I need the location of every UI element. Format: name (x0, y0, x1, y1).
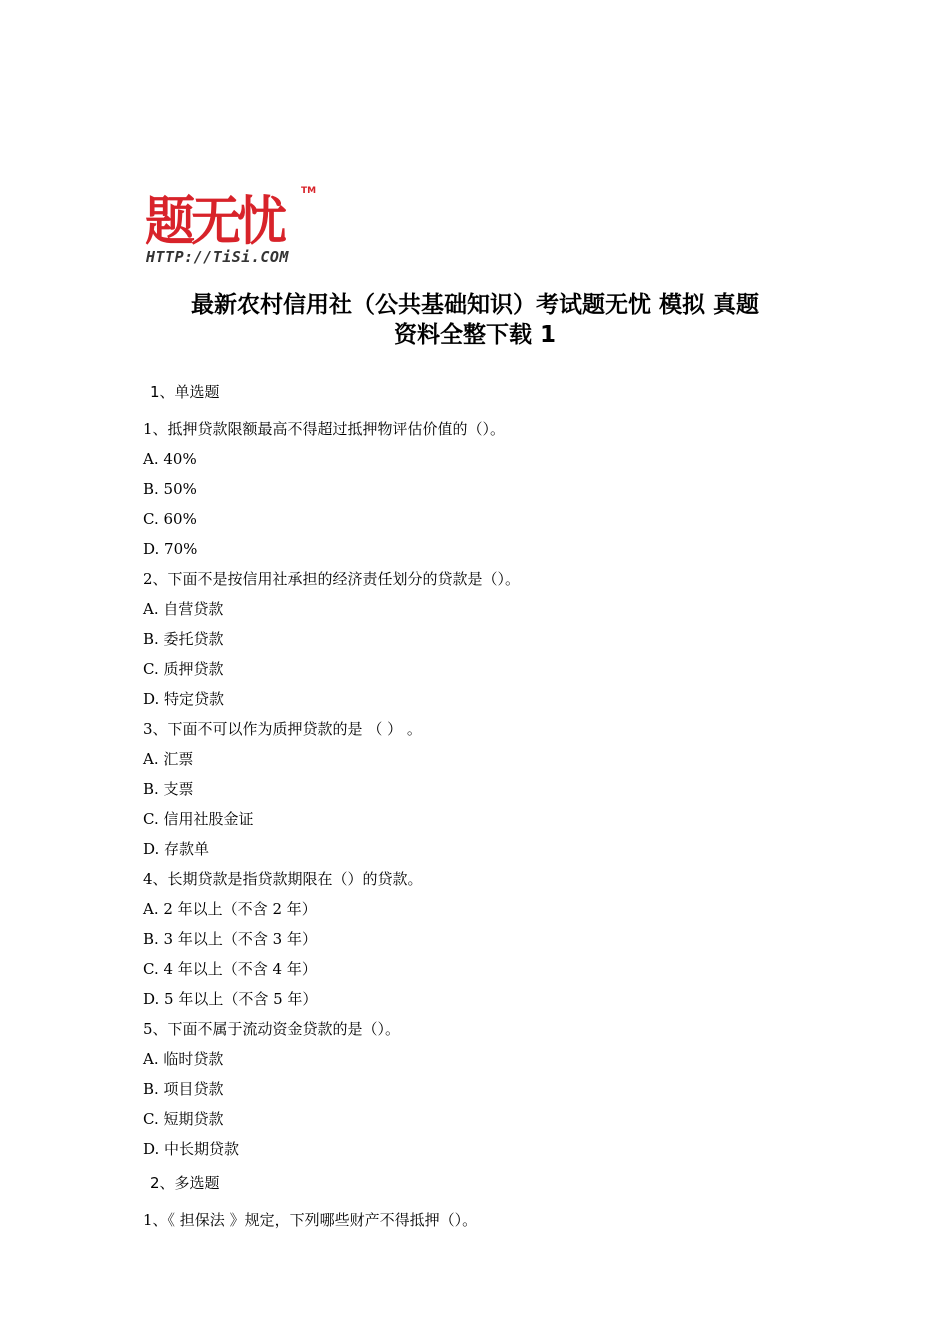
logo-url: HTTP://TiSi.COM (146, 248, 289, 266)
question-option: D. 5 年以上（不含 5 年） (143, 990, 318, 1008)
question-option: B. 3 年以上（不含 3 年） (143, 930, 317, 948)
question-stem: 2、下面不是按信用社承担的经济责任划分的贷款是（）。 (143, 570, 521, 588)
question-option: D. 中长期贷款 (143, 1140, 240, 1158)
question-option: C. 质押贷款 (143, 660, 224, 678)
question-stem: 1、《 担保法 》规定，下列哪些财产不得抵押（）。 (143, 1211, 478, 1229)
question-option: C. 信用社股金证 (143, 810, 254, 828)
question-option: D. 存款单 (143, 840, 210, 858)
question-option: A. 临时贷款 (143, 1050, 224, 1068)
question-stem: 1、抵押贷款限额最高不得超过抵押物评估价值的（）。 (143, 420, 506, 438)
question-option: A. 汇票 (143, 750, 194, 768)
title-line-1: 最新农村信用社（公共基础知识）考试题无忧 模拟 真题 (190, 292, 759, 318)
question-stem: 4、长期贷款是指贷款期限在（）的贷款。 (143, 870, 423, 888)
section-heading-single-choice: 1、单选题 (150, 383, 220, 401)
question-option: D. 特定贷款 (143, 690, 225, 708)
question-option: B. 50% (143, 480, 197, 498)
question-option: A. 40% (143, 450, 197, 468)
section-heading-multiple-choice: 2、多选题 (150, 1174, 220, 1192)
question-option: A. 2 年以上（不含 2 年） (143, 900, 317, 918)
question-stem: 5、下面不属于流动资金贷款的是（）。 (143, 1020, 401, 1038)
question-option: B. 项目贷款 (143, 1080, 224, 1098)
question-option: C. 4 年以上（不含 4 年） (143, 960, 317, 978)
question-option: A. 自营贷款 (143, 600, 224, 618)
question-option: D. 70% (143, 540, 198, 558)
question-stem: 3、下面不可以作为质押贷款的是 （ ） 。 (143, 720, 422, 738)
logo-wordmark: 题无忧 (145, 190, 283, 252)
question-option: C. 60% (143, 510, 197, 528)
logo (145, 186, 325, 270)
logo-trademark: TM (301, 186, 317, 196)
title-line-2: 资料全整下载 1 (393, 322, 556, 348)
question-option: B. 支票 (143, 780, 194, 798)
question-option: B. 委托贷款 (143, 630, 224, 648)
document-title (100, 290, 850, 350)
question-option: C. 短期贷款 (143, 1110, 224, 1128)
